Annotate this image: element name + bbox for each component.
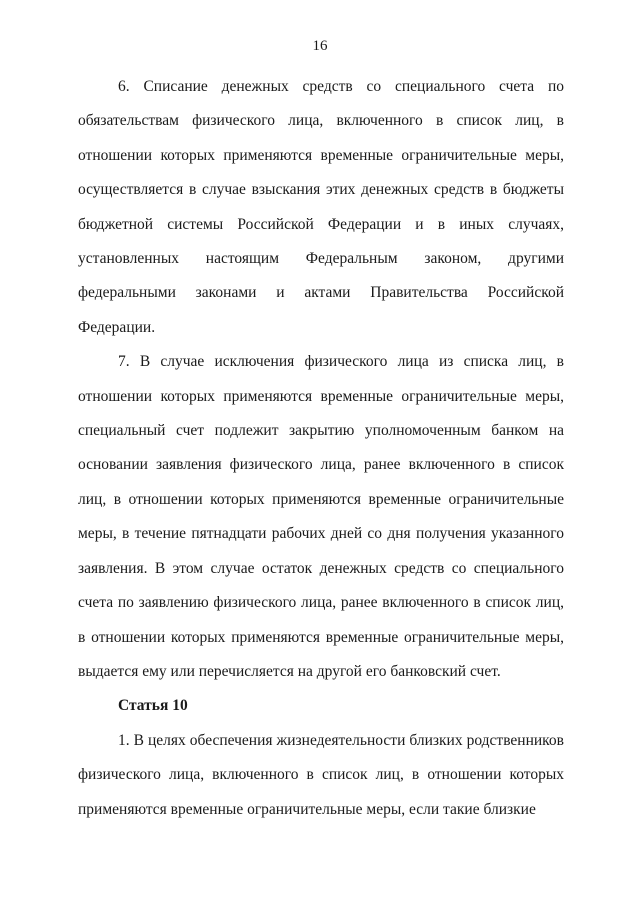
article-10-paragraph-1: 1. В целях обеспечения жизнедеятельности близких родственников физического лица, включенного в список лиц, в отношении которых применяются временные ограничительные меры, если такие близкие bbox=[78, 731, 564, 818]
article-heading: Статья 10 bbox=[118, 697, 188, 715]
document-body bbox=[78, 70, 564, 827]
paragraph-7: 7. В случае исключения физического лица из списка лиц, в отношении которых применяются временные ограничительные меры, специальный счет подлежит закрытию уполномоченным банком на основании заявления физического лица, ранее включенного в список лиц, в отношении которых применяются временные ограничительные меры, в течение пятнадцати рабочих дней со дня получения указанного заявления. В этом случае остаток денежных средств со специального счета по заявлению физического лица, ранее включенного в список лиц, в отношении которых применяются временные ограничительные меры, выдается ему или перечисляется на другой его банковский счет. bbox=[78, 353, 564, 680]
paragraph-6: 6. Списание денежных средств со специального счета по обязательствам физического лица, включенного в список лиц, в отношении которых применяются временные ограничительные меры, осуществляется в случае взыскания этих денежных средств в бюджеты бюджетной системы Российской Федерации и в иных случаях, установленных настоящим Федеральным законом, другими федеральными законами и актами Правительства Российской Федерации. bbox=[78, 78, 564, 336]
page-number: 16 bbox=[312, 38, 328, 54]
